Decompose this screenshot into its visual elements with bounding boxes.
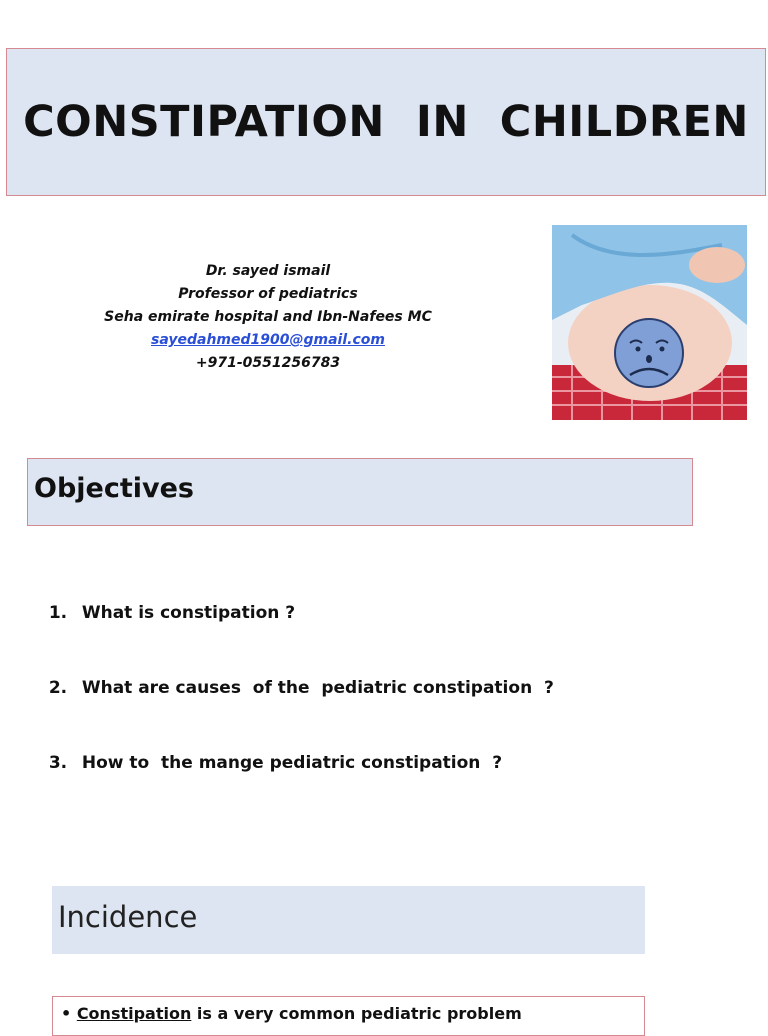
child-belly-photo [552,225,747,420]
incidence-header-box [52,886,645,954]
author-block [68,260,468,375]
author-phone: +971-0551256783 [195,355,341,371]
incidence-bullet [61,1004,522,1023]
objective-text: How to the mange pediatric constipation ? [81,753,503,773]
incidence-heading: Incidence [58,900,198,934]
child-belly-sad-face-photo [552,225,747,420]
objective-item [37,733,502,773]
objective-text: What are causes of the pediatric constipation ? [81,678,554,698]
objective-item [37,658,554,698]
objective-number: 3. [48,753,68,773]
bullet-rest: is a very common pediatric problem [191,1004,522,1023]
incidence-bullet-box [52,996,645,1036]
author-email-link[interactable]: sayedahmed1900@gmail.com [151,332,385,348]
objective-text: What is constipation ? [81,603,296,623]
author-position: Professor of pediatrics [178,286,358,302]
objective-number: 2. [48,678,68,698]
bullet-term: Constipation [76,1004,192,1023]
author-name: Dr. sayed ismail [205,263,331,279]
objectives-header-box [27,458,693,526]
title-banner [6,48,766,196]
bullet-marker: • [61,1004,72,1023]
author-affiliation: Seha emirate hospital and Ibn-Nafees MC [104,309,432,325]
objectives-heading: Objectives [34,473,194,504]
objective-item [37,583,295,623]
page-title: CONSTIPATION IN CHILDREN [23,97,749,147]
objective-number: 1. [48,603,68,623]
